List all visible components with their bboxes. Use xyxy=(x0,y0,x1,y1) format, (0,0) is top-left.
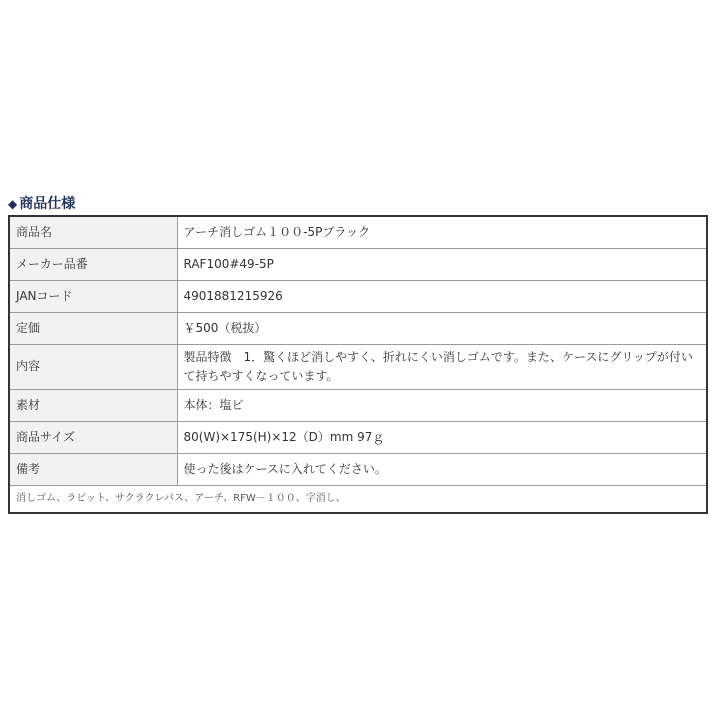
row-label-jan-code: JANコード xyxy=(9,280,177,312)
row-value-maker-part-number: RAF100#49-5P xyxy=(177,248,707,280)
spec-heading-text: 商品仕様 xyxy=(19,196,76,212)
table-row xyxy=(9,453,707,485)
row-value-jan-code: 4901881215926 xyxy=(177,280,707,312)
table-row xyxy=(9,389,707,421)
row-label-notes: 備考 xyxy=(9,453,177,485)
row-label-contents: 内容 xyxy=(9,344,177,389)
table-row xyxy=(9,248,707,280)
table-row xyxy=(9,216,707,248)
row-value-material: 本体：塩ビ xyxy=(177,389,707,421)
table-row xyxy=(9,485,707,513)
table-row xyxy=(9,421,707,453)
table-row xyxy=(9,280,707,312)
row-value-product-size: 80(W)×175(H)×12（D）mm 97ｇ xyxy=(177,421,707,453)
row-value-contents: 製品特徴 1．驚くほど消しやすく、折れにくい消しゴムです。また、ケースにグリップが付いて持ちやすくなっています。 xyxy=(177,344,707,389)
row-label-product-size: 商品サイズ xyxy=(9,421,177,453)
row-label-product-name: 商品名 xyxy=(9,216,177,248)
row-value-product-name: アーチ消しゴム１００-5Pブラック xyxy=(177,216,707,248)
keyword-tags: 消しゴム、ラビット、サクラクレパス、アーチ、RFW－１００、字消し、 xyxy=(9,485,707,513)
product-spec-section xyxy=(8,193,706,514)
spec-heading xyxy=(8,193,706,215)
row-label-maker-part-number: メーカー品番 xyxy=(9,248,177,280)
table-row xyxy=(9,344,707,389)
row-value-notes: 使った後はケースに入れてください。 xyxy=(177,453,707,485)
table-row xyxy=(9,312,707,344)
row-label-material: 素材 xyxy=(9,389,177,421)
diamond-icon: ◆ xyxy=(8,197,18,211)
row-label-list-price: 定価 xyxy=(9,312,177,344)
spec-table xyxy=(8,215,708,514)
row-value-list-price: ￥500（税抜） xyxy=(177,312,707,344)
